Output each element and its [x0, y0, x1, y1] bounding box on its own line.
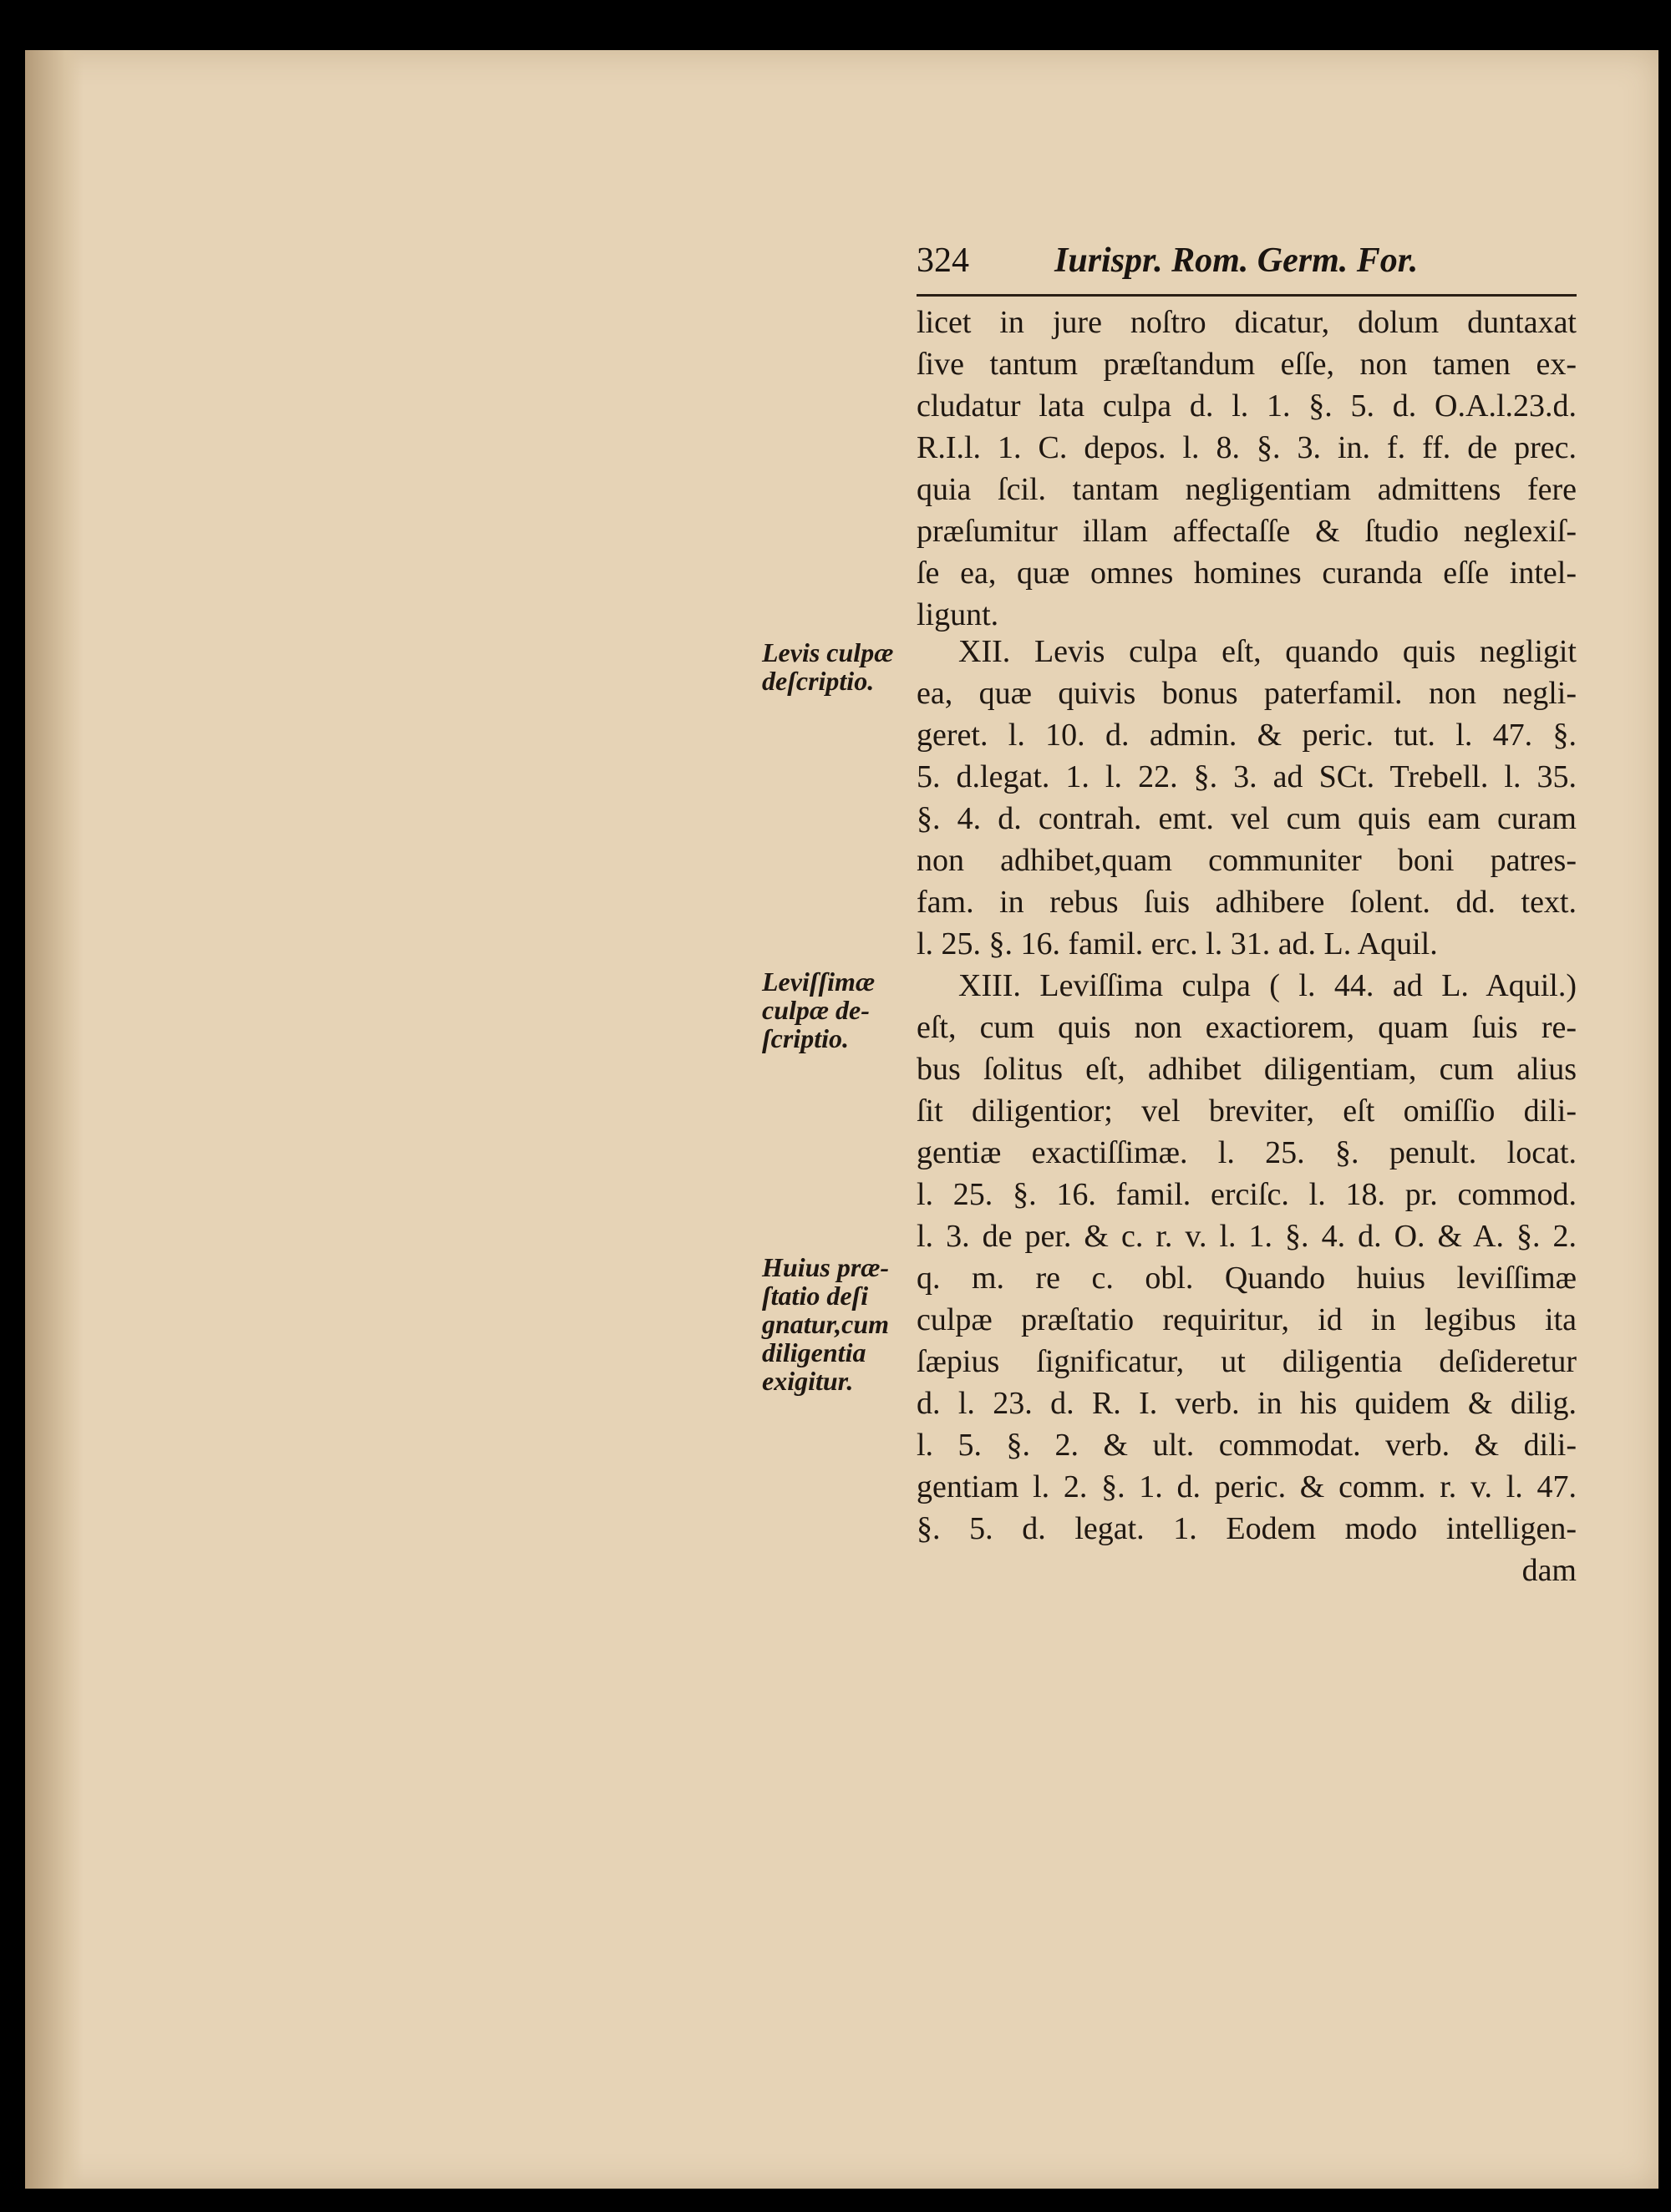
margin-note-levissimae-culpae: [762, 967, 912, 1053]
text-line: geret. l. 10. d. admin. & peric. tut. l. 47. §.: [917, 718, 1577, 753]
text-line: l. 5. §. 2. & ult. commodat. verb. & dili-: [917, 1428, 1577, 1463]
header-rule: [917, 294, 1577, 297]
text-line: l. 3. de per. & c. r. v. l. 1. §. 4. d. O. & A. §. 2.: [917, 1219, 1577, 1254]
text-line: gentiæ exactiſſimæ. l. 25. §. penult. locat.: [917, 1135, 1577, 1170]
text-line: ea, quæ quivis bonus paterfamil. non negli-: [917, 676, 1577, 711]
page-number: 324: [917, 241, 969, 280]
text-line: l. 25. §. 16. famil. erc. l. 31. ad. L. Aquil.: [917, 926, 1438, 961]
margin-note-line: Huius præ-: [762, 1252, 890, 1282]
text-line: ligunt.: [917, 597, 999, 632]
text-line: ſive tantum præſtandum eſſe, non tamen ex-: [917, 347, 1577, 382]
margin-note-huius-praestatio: [762, 1253, 912, 1395]
text-line: non adhibet,quam communiter boni patres-: [917, 843, 1577, 878]
running-head: [917, 241, 1577, 291]
margin-note-levis-culpa: [762, 638, 912, 695]
text-line: ſæpius ſignificatur, ut diligentia deſideretur: [917, 1344, 1577, 1379]
text-line: bus ſolitus eſt, adhibet diligentiam, cum alius: [917, 1052, 1577, 1087]
text-line: gentiam l. 2. §. 1. d. peric. & comm. r. v. l. 47.: [917, 1469, 1577, 1504]
text-line: §. 5. d. legat. 1. Eodem modo intelligen-: [917, 1511, 1577, 1546]
text-line: præſumitur illam affectaſſe & ſtudio neglexiſ-: [917, 514, 1577, 549]
text-line: licet in jure noſtro dicatur, dolum duntaxat: [917, 305, 1577, 340]
margin-note-line: diligentia: [762, 1337, 866, 1367]
text-line: quia ſcil. tantam negligentiam admittens fere: [917, 472, 1577, 507]
text-line: l. 25. §. 16. famil. erciſc. l. 18. pr. commod.: [917, 1177, 1577, 1212]
text-line: q. m. re c. obl. Quando huius leviſſimæ: [917, 1261, 1577, 1296]
margin-note-line: ſtatio deſi: [762, 1281, 869, 1311]
text-line: XII. Levis culpa eſt, quando quis negligit: [958, 634, 1577, 669]
running-title: Iurispr. Rom. Germ. For.: [1054, 241, 1419, 280]
text-line: R.I.l. 1. C. depos. l. 8. §. 3. in. f. ff. de prec.: [917, 430, 1577, 465]
page-edge-shading: [25, 50, 84, 2189]
text-line: 5. d.legat. 1. l. 22. §. 3. ad SCt. Trebell. l. 35.: [917, 759, 1577, 794]
catchword: dam: [1521, 1553, 1577, 1588]
text-line: cludatur lata culpa d. l. 1. §. 5. d. O.A.l.23.d.: [917, 388, 1577, 424]
text-line: ſit diligentior; vel breviter, eſt omiſſio dili-: [917, 1093, 1577, 1129]
text-line: culpæ præſtatio requiritur, id in legibus ita: [917, 1302, 1577, 1337]
text-line: eſt, cum quis non exactiorem, quam ſuis re-: [917, 1010, 1577, 1045]
text-line: d. l. 23. d. R. I. verb. in his quidem & dilig.: [917, 1386, 1577, 1421]
text-line: ſe ea, quæ omnes homines curanda eſſe intel-: [917, 556, 1577, 591]
margin-note-line: Leviſſimæ: [762, 966, 876, 997]
margin-note-line: gnatur,cum: [762, 1309, 890, 1339]
margin-note-line: exigitur.: [762, 1366, 854, 1396]
margin-note-line: ſcriptio.: [762, 1023, 849, 1053]
text-line: fam. in rebus ſuis adhibere ſolent. dd. text.: [917, 885, 1577, 920]
margin-note-line: deſcriptio.: [762, 666, 875, 696]
margin-note-line: Levis culpæ: [762, 637, 894, 667]
text-line: §. 4. d. contrah. emt. vel cum quis eam curam: [917, 801, 1577, 836]
text-line: XIII. Leviſſima culpa ( l. 44. ad L. Aquil.): [958, 968, 1577, 1003]
margin-note-line: culpæ de-: [762, 995, 870, 1025]
